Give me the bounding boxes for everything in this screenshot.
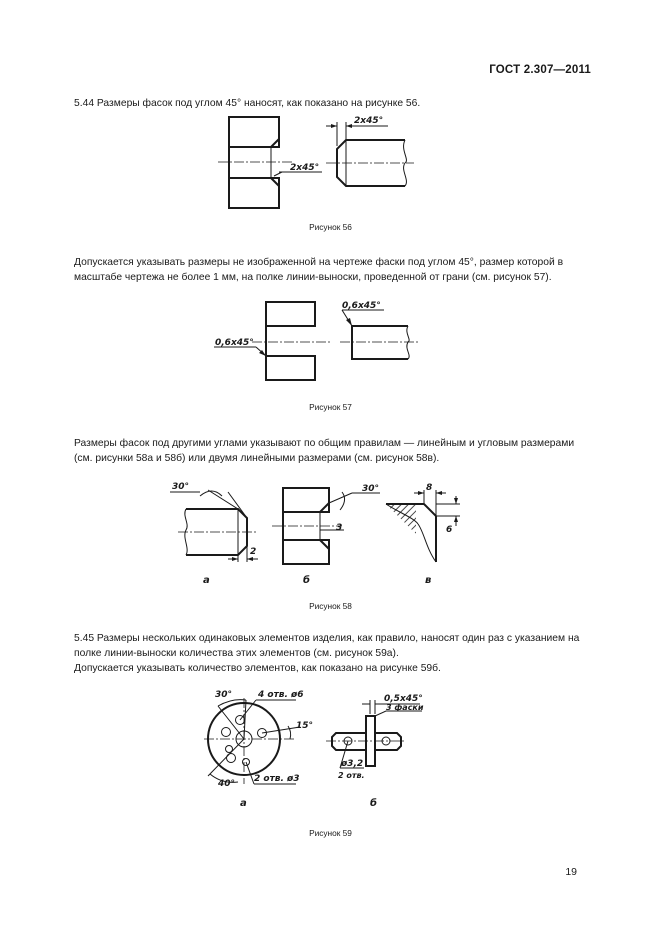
document-code: ГОСТ 2.307—2011 <box>489 64 591 76</box>
fig59a-angle-right-label: 15° <box>296 721 314 731</box>
paragraph-5-45: 5.45 Размеры нескольких одинаковых элементов изделия, как правило, наносят один раз с указанием на полке линии-выноски количества этих элементов (см. рисунок 59а). <box>74 633 580 659</box>
fig59b-holes-label: 2 отв. <box>338 771 365 780</box>
fig58-sub-b: б <box>303 575 310 586</box>
fig59b-part <box>326 694 424 780</box>
paragraph-other-angles: Размеры фасок под другими углами указывают по общим правилам — линейным и угловым размерами (см. рисунки 58а и 58б) или двумя линейными размерами (см. рисунок 58в). <box>74 438 575 464</box>
caption-figure-58: Рисунок 58 <box>309 601 352 611</box>
fig58v-profile <box>386 483 460 562</box>
caption-figure-59: Рисунок 59 <box>309 828 352 838</box>
caption-figure-57: Рисунок 57 <box>309 402 352 412</box>
fig59a-flange <box>204 690 313 789</box>
figure-57 <box>214 301 418 380</box>
fig58a-angle-label: 30° <box>172 482 190 492</box>
fig59a-angle-top-label: 30° <box>215 690 233 700</box>
paragraph-allow-small-chamfer: Допускается указывать размеры не изображенной на чертеже фаски под углом 45°, размер которой в масштабе чертежа не более 1 мм, на полке линии-выноски, проведенной от грани (см. рисунок 57). <box>74 257 564 283</box>
caption-figure-56: Рисунок 56 <box>309 222 352 232</box>
fig58v-side-label: 6 <box>446 525 453 535</box>
fig58b-length-label: 3 <box>336 523 343 533</box>
figure-56 <box>218 116 414 208</box>
fig58b-angle-label: 30° <box>362 484 380 494</box>
fig59-sub-a: а <box>240 798 247 809</box>
fig58v-top-label: 8 <box>426 483 433 493</box>
fig58a-shaft <box>170 482 258 562</box>
fig59a-holes-top-label: 4 отв. ø6 <box>258 690 304 700</box>
fig58-sub-v: в <box>425 575 432 586</box>
fig56-right-dim-label: 2x45° <box>354 116 384 126</box>
fig57-left-dim-label: 0,6x45° <box>215 338 254 348</box>
figure-59 <box>204 690 424 809</box>
fig59b-chamfer-label: 0,5x45° <box>384 694 423 704</box>
fig58-sub-a: а <box>203 575 210 586</box>
page-number: 19 <box>565 866 577 878</box>
fig59a-angle-bottom-label: 40° <box>218 779 236 789</box>
fig56-right-shaft <box>326 116 414 186</box>
fig58b-section <box>272 484 380 564</box>
fig59b-diameter-label: ø3,2 <box>341 759 364 769</box>
paragraph-allow-count: Допускается указывать количество элементов, как показано на рисунке 59б. <box>74 663 441 674</box>
fig57-right-dim-label: 0,6x45° <box>342 301 381 311</box>
fig56-left-dim-label: 2x45° <box>290 163 320 173</box>
fig57-right-shaft <box>340 301 418 359</box>
figure-58 <box>170 482 460 586</box>
fig59b-chamfer-count-label: 3 фаски <box>386 703 424 712</box>
fig58a-length-label: 2 <box>250 547 257 557</box>
fig59a-holes-bottom-label: 2 отв. ø3 <box>254 774 300 784</box>
fig57-left-section <box>214 302 330 380</box>
fig59-sub-b: б <box>370 798 377 809</box>
paragraph-5-44: 5.44 Размеры фасок под углом 45° наносят, как показано на рисунке 56. <box>74 98 421 109</box>
fig56-left-section <box>218 117 322 208</box>
